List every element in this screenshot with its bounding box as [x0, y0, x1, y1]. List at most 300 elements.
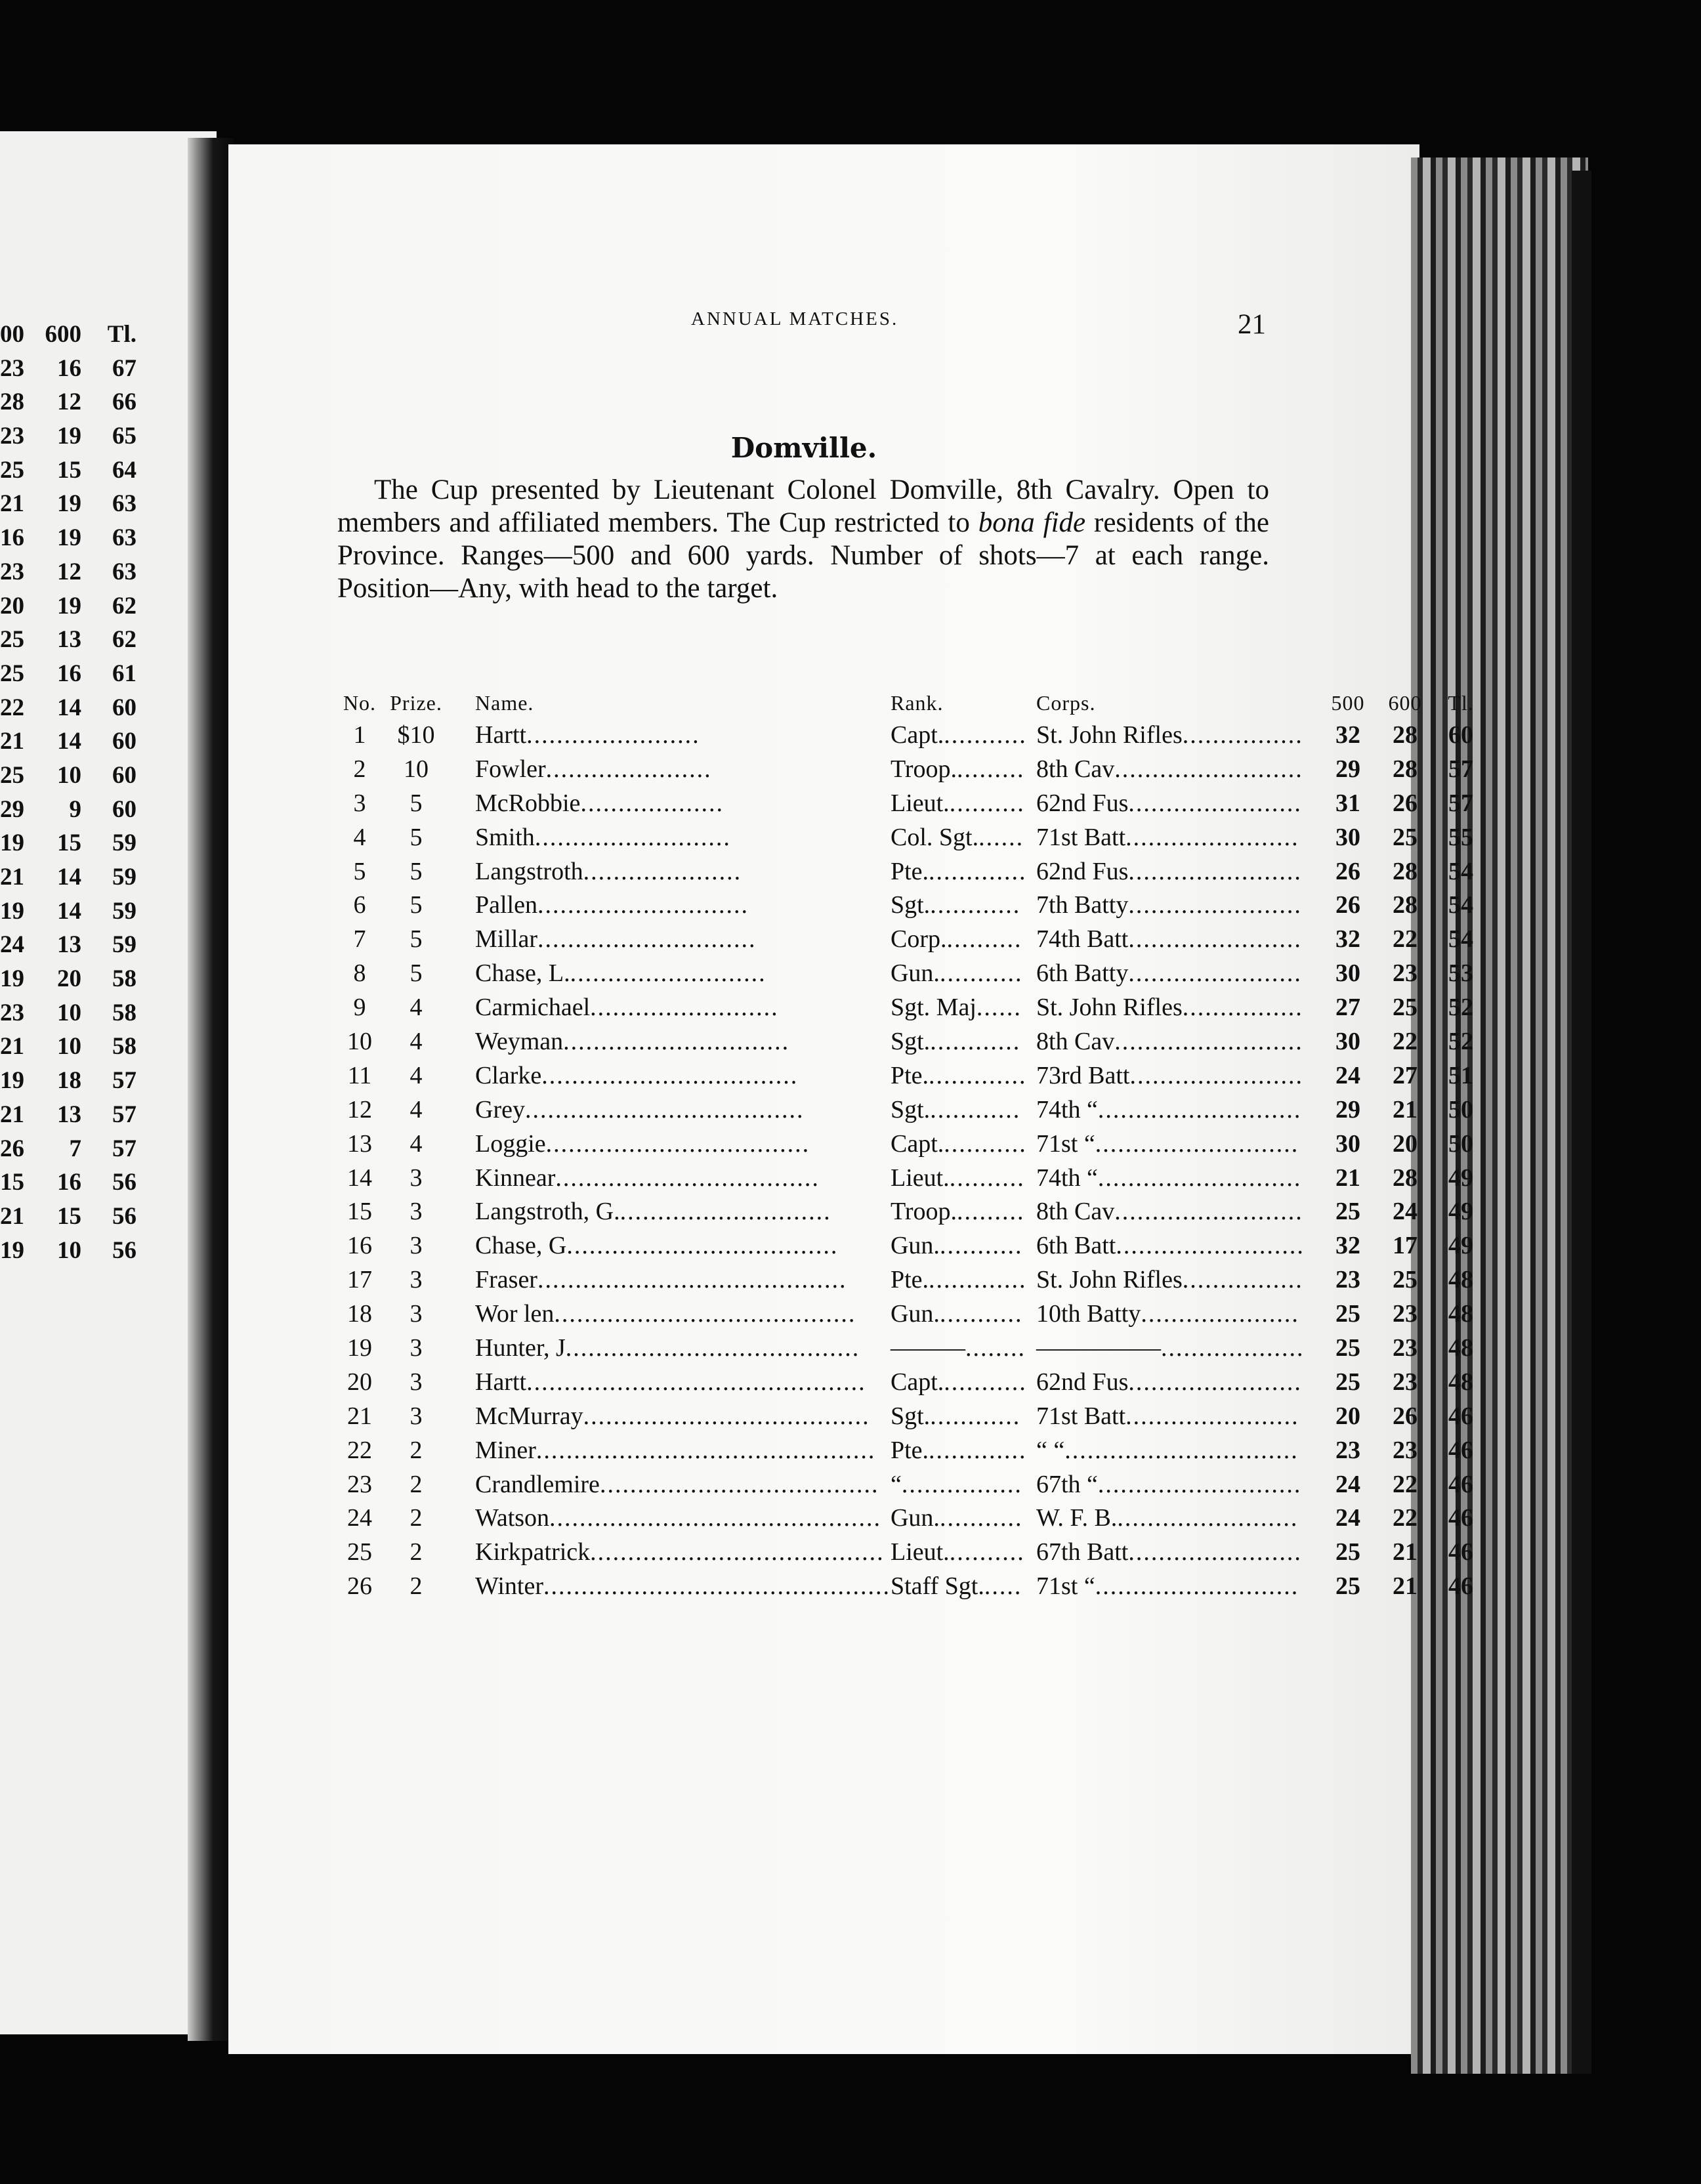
header-prize: Prize.	[390, 690, 442, 715]
cell-no	[335, 922, 385, 956]
cell-no-text: 11	[347, 1061, 372, 1089]
cell-rank-text: Col. Sgt.	[890, 823, 979, 851]
cell-500-yards	[1318, 922, 1377, 956]
left-page-row	[0, 1132, 136, 1166]
cell-600-yards-text: 23	[1392, 959, 1418, 988]
cell-total-text: 48	[1448, 1266, 1473, 1294]
cell-name-text: Crandlemire	[475, 1470, 600, 1498]
cell-500-yards	[1318, 1093, 1377, 1127]
cell-600-yards-text: 23	[1392, 1436, 1418, 1464]
cell-prize	[385, 1093, 448, 1127]
cell-600-yards-text: 27	[1392, 1061, 1418, 1089]
left-page-score-column	[0, 321, 136, 1267]
cell-rank-text: Lieut.	[890, 789, 950, 817]
cell-no	[335, 1467, 385, 1502]
leader-dots: .........	[957, 1198, 1025, 1226]
cell-corps	[1036, 1263, 1318, 1297]
cell-500-yards-text: 30	[1335, 959, 1360, 988]
cell-total	[1433, 820, 1489, 854]
cell-name	[448, 1535, 891, 1569]
cell-name	[448, 1569, 891, 1603]
cell-name	[448, 1297, 891, 1331]
leader-dots: ...........	[939, 1232, 1023, 1260]
cell-no	[335, 1161, 385, 1195]
cell-no	[335, 1024, 385, 1059]
cell-600-yards-text: 25	[1392, 823, 1418, 851]
left-page-row	[0, 759, 136, 793]
cell-name	[448, 718, 891, 752]
cell-500-yards-text: 25	[1335, 1300, 1360, 1328]
cell-corps-text: 67th “	[1036, 1470, 1098, 1498]
cell-no	[335, 854, 385, 889]
table-row	[335, 718, 1489, 752]
leader-dots: .......................	[1128, 925, 1302, 954]
left-page-cell: 23	[0, 423, 24, 450]
cell-no	[335, 1093, 385, 1127]
left-page-cell: 19	[57, 423, 81, 450]
cell-no	[335, 888, 385, 922]
cell-total-text: 49	[1448, 1198, 1473, 1226]
cell-prize	[385, 1059, 448, 1093]
cell-name	[448, 990, 891, 1024]
table-row	[335, 786, 1489, 820]
cell-corps	[1036, 1433, 1318, 1467]
cell-no-text: 1	[353, 721, 366, 749]
left-page-cell: 60	[112, 694, 136, 721]
leader-dots: .............	[929, 1061, 1027, 1089]
leader-dots: .......................	[1129, 1061, 1303, 1089]
cell-600-yards-text: 23	[1392, 1334, 1418, 1362]
cell-600-yards-text: 21	[1392, 1538, 1418, 1566]
leader-dots: ...........................	[1097, 1470, 1302, 1498]
cell-500-yards-text: 31	[1335, 789, 1360, 817]
left-page-cell: 23	[0, 558, 24, 585]
cell-500-yards	[1318, 1535, 1377, 1569]
left-page-cell: 56	[112, 1169, 136, 1196]
left-page-row	[0, 1200, 136, 1234]
cell-name	[448, 1228, 891, 1263]
cell-rank	[891, 786, 1036, 820]
cell-name-text: Fowler	[475, 755, 546, 783]
cell-prize	[385, 1024, 448, 1059]
cell-rank	[891, 752, 1036, 786]
left-page-cell: 16	[57, 1169, 81, 1196]
cell-total-text: 46	[1448, 1572, 1473, 1601]
cell-rank-text: Troop.	[890, 755, 957, 783]
cell-name-text: Miner	[475, 1436, 536, 1464]
cell-total-text: 50	[1448, 1129, 1473, 1158]
cell-total	[1433, 752, 1489, 786]
cell-corps	[1036, 1194, 1318, 1228]
cell-500-yards-text: 32	[1335, 925, 1360, 954]
cell-no	[335, 1569, 385, 1603]
cell-total	[1433, 1127, 1489, 1161]
left-page-cell: 62	[112, 626, 136, 654]
cell-500-yards-text: 20	[1335, 1402, 1360, 1430]
cell-prize-text: 5	[410, 823, 423, 851]
cell-no-text: 2	[353, 755, 366, 783]
left-page-cell: 19	[0, 830, 24, 857]
left-page-cell: 19	[57, 524, 81, 552]
cell-no-text: 6	[353, 891, 366, 919]
cell-name-text: Fraser	[475, 1266, 537, 1294]
leader-dots: ............................	[537, 891, 749, 919]
cell-corps	[1036, 1569, 1318, 1603]
cell-600-yards-text: 26	[1392, 789, 1418, 817]
cell-600-yards-text: 22	[1392, 1504, 1418, 1532]
cell-rank-text: Capt.	[890, 1129, 944, 1158]
cell-name-text: Winter	[475, 1572, 543, 1601]
cell-rank-text: Corp.	[890, 925, 947, 954]
cell-500-yards	[1318, 1127, 1377, 1161]
left-page-row	[0, 928, 136, 962]
cell-corps	[1036, 1331, 1318, 1365]
cell-rank	[891, 888, 1036, 922]
left-page-cell: 16	[57, 660, 81, 687]
left-page-row	[0, 1064, 136, 1098]
cell-total-text: 52	[1448, 1027, 1473, 1055]
left-page-cell: 60	[112, 761, 136, 789]
book-gutter	[188, 138, 234, 2041]
left-page-cell: 59	[112, 897, 136, 925]
cell-rank-text: Sgt.	[890, 1402, 931, 1430]
leader-dots: ...................	[1160, 1334, 1305, 1362]
cell-600-yards-text: 25	[1392, 1266, 1418, 1294]
table-row	[335, 1535, 1489, 1569]
left-page-cell: 25	[0, 660, 24, 687]
left-page-cell: 15	[57, 1202, 81, 1230]
table-row	[335, 1501, 1489, 1535]
cell-no	[335, 718, 385, 752]
cell-name	[448, 820, 891, 854]
cell-no-text: 22	[347, 1436, 372, 1464]
cell-name	[448, 922, 891, 956]
cell-500-yards	[1318, 1161, 1377, 1195]
cell-rank	[891, 820, 1036, 854]
cell-600-yards	[1377, 1467, 1433, 1502]
leader-dots: ..........	[946, 925, 1022, 954]
cell-total-text: 53	[1448, 959, 1473, 988]
cell-600-yards	[1377, 1194, 1433, 1228]
cell-name-text: Hunter, J	[475, 1334, 566, 1362]
left-page-cell: 21	[0, 864, 24, 891]
left-page-cell: 19	[57, 592, 81, 620]
cell-total-text: 49	[1448, 1164, 1473, 1192]
cell-name	[448, 1501, 891, 1535]
cell-rank	[891, 718, 1036, 752]
leader-dots: .........	[957, 755, 1025, 783]
leader-dots: ...........	[944, 1368, 1027, 1396]
cell-600-yards-text: 23	[1392, 1368, 1418, 1396]
cell-500-yards-text: 25	[1335, 1538, 1360, 1566]
cell-prize	[385, 752, 448, 786]
left-page-row	[0, 860, 136, 894]
cell-total	[1433, 1433, 1489, 1467]
cell-corps-text: 71st “	[1036, 1129, 1095, 1158]
cell-corps	[1036, 1467, 1318, 1502]
cell-prize-text: 3	[410, 1266, 423, 1294]
left-page-cell: 12	[57, 558, 81, 585]
cell-no-text: 5	[353, 857, 366, 885]
cell-600-yards-text: 25	[1392, 994, 1418, 1022]
leader-dots: ...................................	[545, 1129, 810, 1158]
cell-no-text: 26	[347, 1572, 372, 1601]
left-page-cell: 60	[112, 795, 136, 823]
cell-no-text: 12	[347, 1095, 372, 1124]
table-row	[335, 854, 1489, 889]
left-page-cell: 21	[0, 728, 24, 755]
cell-total	[1433, 888, 1489, 922]
left-page-row	[0, 1030, 136, 1064]
table-row	[335, 888, 1489, 922]
left-page-cell: 59	[112, 931, 136, 959]
left-page-cell: 60	[112, 728, 136, 755]
left-page-cell: 59	[112, 864, 136, 891]
cell-600-yards-text: 28	[1392, 721, 1418, 749]
leader-dots: ...........................	[1097, 1164, 1302, 1192]
left-page-cell: 19	[0, 1236, 24, 1264]
left-page-row	[0, 521, 136, 555]
cell-total-text: 55	[1448, 823, 1473, 851]
cell-total-text: 50	[1448, 1095, 1473, 1124]
cell-corps-text: 71st Batt	[1036, 823, 1126, 851]
table-row	[335, 1399, 1489, 1433]
cell-600-yards	[1377, 1331, 1433, 1365]
cell-total	[1433, 718, 1489, 752]
cell-rank-text: Staff Sgt.	[890, 1572, 984, 1601]
cell-prize-text: 5	[410, 789, 423, 817]
cell-no	[335, 1228, 385, 1263]
cell-600-yards	[1377, 1024, 1433, 1059]
left-page-cell: 14	[57, 897, 81, 925]
cell-500-yards	[1318, 1024, 1377, 1059]
cell-500-yards-text: 26	[1335, 891, 1360, 919]
leader-dots: .........................	[1114, 755, 1303, 783]
left-page-cell: 15	[57, 456, 81, 484]
cell-no-text: 13	[347, 1129, 372, 1158]
left-page-header-cell: 600	[45, 321, 81, 348]
left-page-row	[0, 1166, 136, 1200]
cell-no	[335, 1194, 385, 1228]
cell-600-yards-text: 26	[1392, 1402, 1418, 1430]
cell-corps-text: 71st Batt	[1036, 1402, 1126, 1430]
page-number: 21	[1238, 309, 1266, 340]
leader-dots: ..........	[949, 789, 1025, 817]
leader-dots: .......................	[1125, 823, 1299, 851]
cell-name	[448, 1127, 891, 1161]
cell-name-text: Langstroth	[475, 857, 583, 885]
header-rank: Rank.	[890, 690, 944, 715]
cell-no-text: 9	[353, 994, 366, 1022]
cell-no-text: 19	[347, 1334, 372, 1362]
left-page-cell: 26	[0, 1135, 24, 1162]
cell-prize	[385, 990, 448, 1024]
header-600: 600	[1388, 690, 1422, 715]
leader-dots: .............	[929, 1436, 1027, 1464]
cell-name-text: Kinnear	[475, 1164, 556, 1192]
cell-prize	[385, 1365, 448, 1399]
cell-corps	[1036, 752, 1318, 786]
leader-dots: ...................	[580, 789, 724, 817]
cell-500-yards	[1318, 820, 1377, 854]
cell-name-text: Clarke	[475, 1061, 542, 1089]
cell-no	[335, 1263, 385, 1297]
left-page-cell: 57	[112, 1067, 136, 1095]
cell-prize	[385, 820, 448, 854]
cell-total	[1433, 922, 1489, 956]
table-row	[335, 1161, 1489, 1195]
cell-rank	[891, 922, 1036, 956]
cell-500-yards-text: 24	[1335, 1504, 1360, 1532]
cell-total	[1433, 1263, 1489, 1297]
cell-prize-text: 3	[410, 1402, 423, 1430]
left-page-cell: 64	[112, 456, 136, 484]
left-page-header-cell: 00	[0, 321, 24, 348]
cell-total-text: 49	[1448, 1232, 1473, 1260]
cell-rank-text: Sgt.	[890, 1095, 931, 1124]
leader-dots: .......................................	[565, 1334, 860, 1362]
left-page-cell: 66	[112, 388, 136, 416]
cell-corps-text: W. F. B.	[1036, 1504, 1118, 1532]
cell-no	[335, 1535, 385, 1569]
cell-total-text: 46	[1448, 1402, 1473, 1430]
cell-prize	[385, 1228, 448, 1263]
cell-total-text: 54	[1448, 891, 1473, 919]
cell-rank	[891, 1501, 1036, 1535]
cell-600-yards	[1377, 888, 1433, 922]
leader-dots: ................	[1182, 1266, 1303, 1294]
table-row	[335, 1297, 1489, 1331]
cell-total-text: 54	[1448, 925, 1473, 954]
left-page-row	[0, 657, 136, 691]
cell-rank	[891, 1228, 1036, 1263]
cell-600-yards	[1377, 786, 1433, 820]
cell-corps-text: —————	[1036, 1334, 1161, 1362]
cell-corps-text: 74th “	[1036, 1164, 1098, 1192]
table-row	[335, 1024, 1489, 1059]
cell-600-yards-text: 23	[1392, 1300, 1418, 1328]
cell-500-yards-text: 30	[1335, 1129, 1360, 1158]
cell-no-text: 25	[347, 1538, 372, 1566]
cell-no	[335, 1127, 385, 1161]
left-page-cell: 63	[112, 490, 136, 518]
leader-dots: .............................	[537, 925, 757, 954]
cell-rank-text: Gun.	[890, 1300, 940, 1328]
cell-rank-text: Capt.	[890, 721, 944, 749]
leader-dots: ............	[930, 1095, 1021, 1124]
cell-corps-text: 8th Cav	[1036, 1198, 1115, 1226]
cell-name	[448, 752, 891, 786]
cell-prize-text: 3	[410, 1164, 423, 1192]
cell-prize	[385, 1331, 448, 1365]
leader-dots: ............................................	[549, 1504, 882, 1532]
cell-corps	[1036, 922, 1318, 956]
cell-prize	[385, 1535, 448, 1569]
leader-dots: .............	[929, 1266, 1027, 1294]
cell-no-text: 20	[347, 1368, 372, 1396]
cell-500-yards	[1318, 1399, 1377, 1433]
table-row	[335, 1194, 1489, 1228]
left-page-cell: 19	[0, 1067, 24, 1095]
cell-name	[448, 888, 891, 922]
left-page-row	[0, 589, 136, 623]
cell-corps	[1036, 718, 1318, 752]
left-page-cell: 63	[112, 524, 136, 552]
left-page-cell: 16	[0, 524, 24, 552]
cell-total-text: 51	[1448, 1061, 1473, 1089]
cell-500-yards-text: 29	[1335, 1095, 1360, 1124]
cell-500-yards	[1318, 718, 1377, 752]
running-head: ANNUAL MATCHES.	[691, 308, 899, 329]
left-page-row	[0, 419, 136, 453]
cell-total-text: 46	[1448, 1538, 1473, 1566]
leader-dots: .......................................	[590, 1538, 885, 1566]
cell-500-yards-text: 27	[1335, 994, 1360, 1022]
cell-no-text: 16	[347, 1232, 372, 1260]
cell-name	[448, 1399, 891, 1433]
cell-corps	[1036, 1297, 1318, 1331]
cell-600-yards-text: 20	[1392, 1129, 1418, 1158]
cell-500-yards	[1318, 786, 1377, 820]
cell-total-text: 46	[1448, 1470, 1473, 1498]
cell-no	[335, 786, 385, 820]
description-text-end: residents of the Province. Ranges—500 and 600 yards. Number of shots—7 at each range. Position—Any, with head to the target.	[337, 507, 1270, 604]
cell-rank	[891, 1263, 1036, 1297]
cell-rank	[891, 854, 1036, 889]
header-500: 500	[1331, 690, 1365, 715]
left-page-cell: 56	[112, 1236, 136, 1264]
cell-prize	[385, 888, 448, 922]
cell-name	[448, 854, 891, 889]
cell-corps-text: 6th Batt	[1036, 1232, 1116, 1260]
left-page-row	[0, 996, 136, 1030]
left-page-cell: 63	[112, 558, 136, 585]
cell-600-yards	[1377, 1093, 1433, 1127]
cell-600-yards	[1377, 1059, 1433, 1093]
cell-total	[1433, 1297, 1489, 1331]
cell-500-yards-text: 30	[1335, 823, 1360, 851]
cell-rank-text: Lieut.	[890, 1538, 950, 1566]
left-page-cell: 22	[0, 694, 24, 721]
cell-rank	[891, 1365, 1036, 1399]
cell-rank-text: Gun.	[890, 959, 940, 988]
cell-no-text: 24	[347, 1504, 372, 1532]
cell-prize-text: $10	[397, 721, 435, 749]
left-page-cell: 29	[0, 795, 24, 823]
cell-prize-text: 2	[410, 1538, 423, 1566]
cell-name-text: Smith	[475, 823, 535, 851]
cell-prize-text: 2	[410, 1470, 423, 1498]
cell-no	[335, 1365, 385, 1399]
leader-dots: .......................	[1128, 857, 1302, 885]
cell-rank	[891, 1535, 1036, 1569]
cell-total-text: 46	[1448, 1504, 1473, 1532]
cell-prize	[385, 1194, 448, 1228]
leader-dots: .......................	[1125, 1402, 1299, 1430]
cell-no-text: 18	[347, 1300, 372, 1328]
cell-total	[1433, 1228, 1489, 1263]
cell-corps-text: St. John Rifles	[1036, 994, 1183, 1022]
cell-rank	[891, 1127, 1036, 1161]
table-row	[335, 1093, 1489, 1127]
leader-dots: ....................................	[566, 1232, 839, 1260]
left-page-cell: 18	[57, 1067, 81, 1095]
header-total: Tl.	[1448, 690, 1474, 715]
leader-dots: .....................	[1141, 1300, 1299, 1328]
cell-no	[335, 990, 385, 1024]
leader-dots: ............................	[620, 1198, 831, 1226]
cell-prize-text: 4	[410, 994, 423, 1022]
